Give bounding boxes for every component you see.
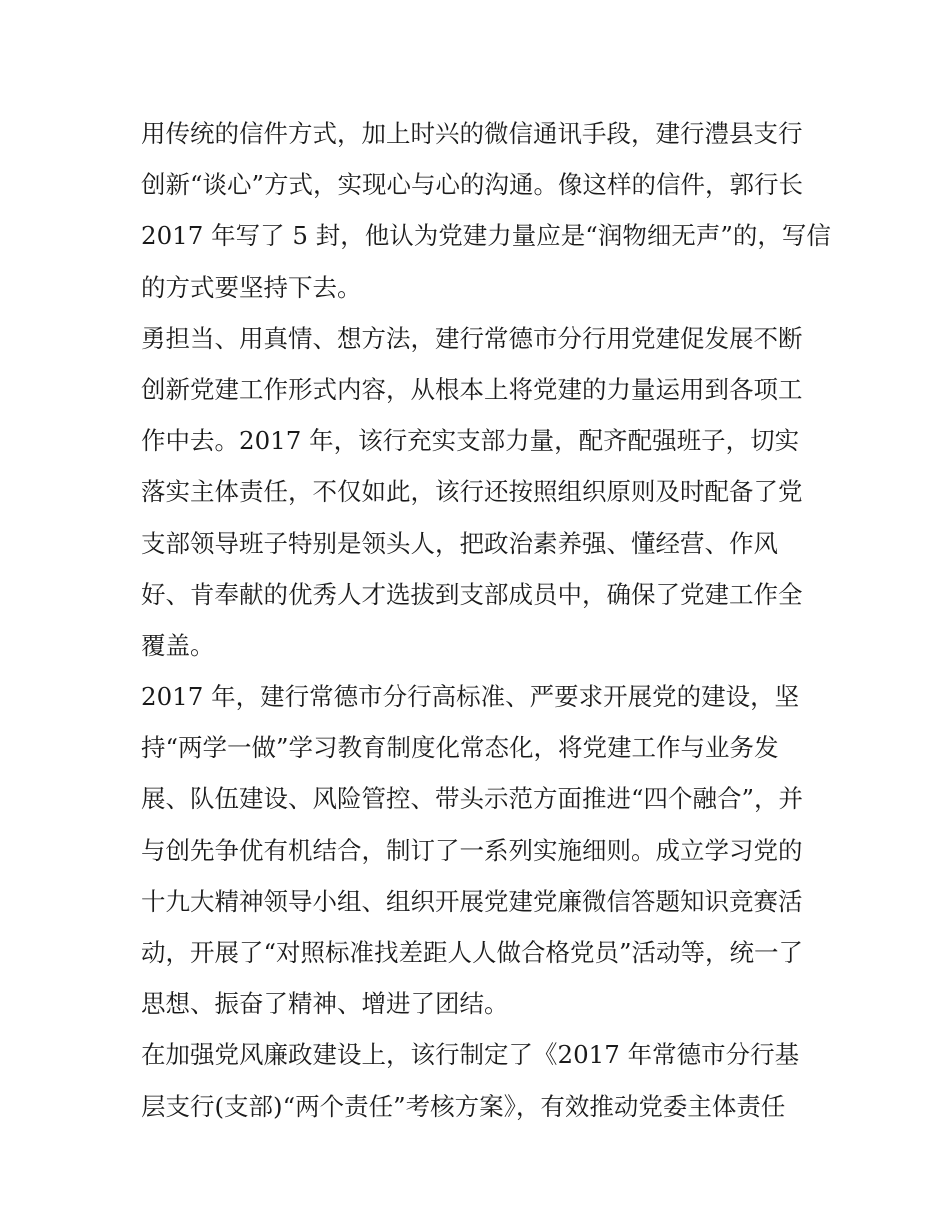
text-line: 动，开展了“对照标准找差距人人做合格党员”活动等，统一了: [141, 938, 804, 967]
text-line: 落实主体责任，不仅如此，该行还按照组织原则及时配备了党: [141, 477, 803, 507]
text-line: 覆盖。: [141, 630, 215, 660]
text-line: 在加强党风廉政建设上，该行制定了《2017 年常德市分行基: [141, 1040, 800, 1070]
text-line: 好、肯奉献的优秀人才选拔到支部成员中，确保了党建工作全: [141, 579, 803, 609]
text-line: 与创先争优有机结合，制订了一系列实施细则。成立学习党的: [141, 835, 803, 865]
text-line: 层支行(支部)“两个责任”考核方案》，有效推动党委主体责任: [141, 1091, 786, 1121]
text-line: 勇担当、用真情、想方法，建行常德市分行用党建促发展不断: [141, 323, 803, 353]
text-line: 作中去。2017 年，该行充实支部力量，配齐配强班子，切实: [141, 426, 800, 456]
text-line: 创新党建工作形式内容，从根本上将党建的力量运用到各项工: [141, 374, 803, 404]
text-line: 支部领导班子特别是领头人，把政治素养强、懂经营、作风: [141, 528, 778, 558]
text-line: 用传统的信件方式，加上时兴的微信通讯手段，建行澧县支行: [141, 119, 803, 148]
text-line: 2017 年写了 5 封，他认为党建力量应是“润物细无声”的，写信: [141, 221, 831, 251]
text-line: 十九大精神领导小组、组织开展党建党廉微信答题知识竞赛活: [141, 886, 803, 916]
text-line: 创新“谈心”方式，实现心与心的沟通。像这样的信件，郭行长: [141, 170, 804, 200]
text-line: 2017 年，建行常德市分行高标准、严要求开展党的建设，坚: [141, 682, 800, 712]
text-line: 的方式要坚持下去。: [141, 272, 362, 302]
text-line: 持“两学一做”学习教育制度化常态化，将党建工作与业务发: [141, 733, 779, 763]
text-line: 思想、振奋了精神、增进了团结。: [141, 989, 509, 1019]
text-line: 展、队伍建设、风险管控、带头示范方面推进“四个融合”，并: [141, 784, 804, 814]
document-body: [141, 108, 831, 1132]
